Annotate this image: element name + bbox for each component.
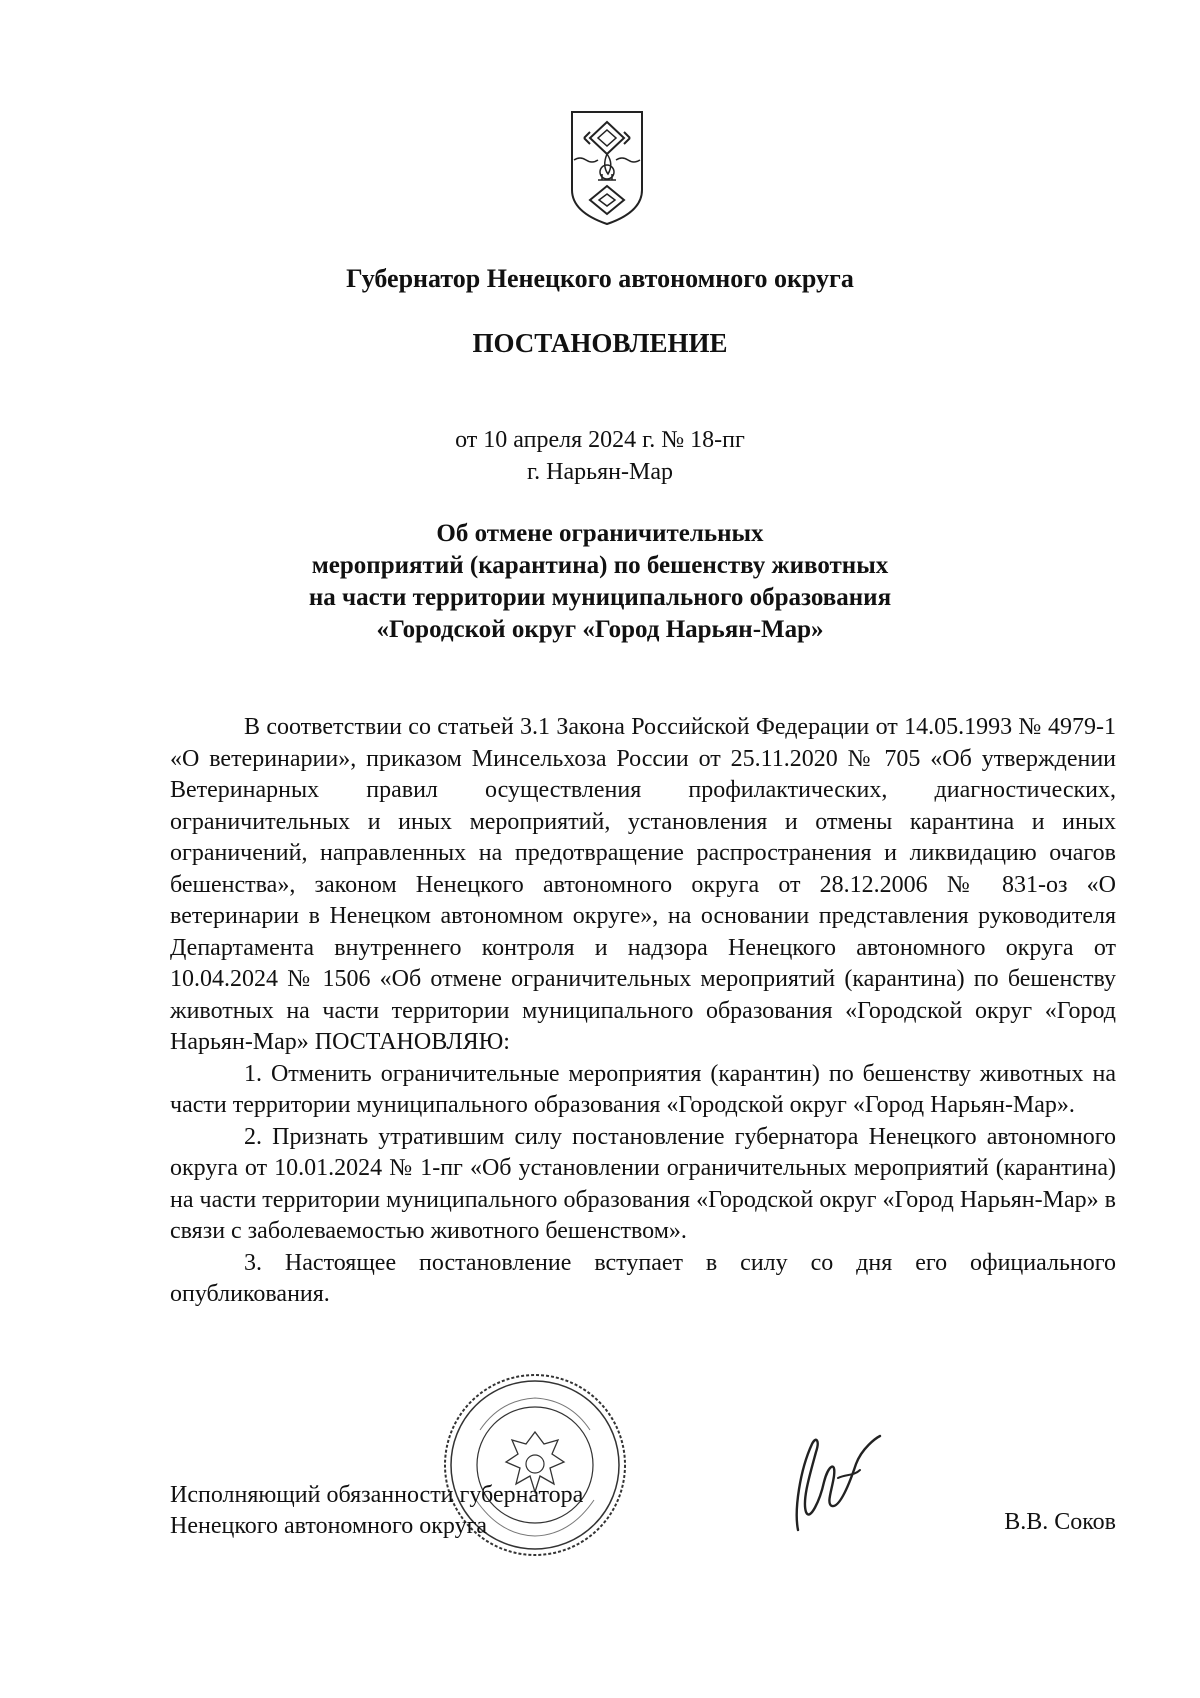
clause-item: 3. Настоящее постановление вступает в силу со дня его официального опубликования.	[170, 1249, 1116, 1307]
date-number: от 10 апреля 2024 г. № 18-пг	[455, 427, 745, 453]
clause-item: 2. Признать утратившим силу постановление губернатора Ненецкого автономного округа от 10.01.2024 № 1-пг «Об установлении ограничительных мероприятий (карантина) на части территории муниципального образования «Городской округ «Город Нарьян-Мар» в связи с заболеваемостью животного бешенством».	[170, 1123, 1116, 1244]
signatory-name: В.В. Соков	[1004, 1509, 1116, 1535]
document-type: ПОСТАНОВЛЕНИЕ	[472, 328, 728, 358]
signatory-title	[170, 1480, 583, 1542]
document-body	[170, 712, 1116, 1311]
authority-heading: Губернатор Ненецкого автономного округа	[346, 264, 854, 293]
preamble-paragraph: В соответствии со статьей 3.1 Закона Российской Федерации от 14.05.1993 № 4979-1 «О ветеринарии», приказом Минсельхоза России от 25.11.2020 № 705 «Об утверждении Ветеринарных правил осуществления профилактических, диагностических, ограничительных и иных мероприятий, установления и отмены карантина и иных ограничений, направленных на предотвращение распространения и ликвидацию очагов бешенства», законом Ненецкого автономного округа от 28.12.2006 № 831-оз «О ветеринарии в Ненецком автономном округе», на основании представления руководителя Департамента внутреннего контроля и надзора Ненецкого автономного округа от 10.04.2024 № 1506 «Об отмене ограничительных мероприятий (карантина) по бешенству животных на части территории муниципального образования «Городской округ «Город Нарьян-Мар» ПОСТАНОВЛЯЮ:	[170, 714, 1116, 1055]
title-line: Об отмене ограничительных	[436, 520, 764, 547]
title-line: на части территории муниципального образования	[308, 584, 892, 611]
signatory-title-line: Ненецкого автономного округа	[170, 1513, 488, 1539]
signature-block	[170, 1480, 1116, 1600]
title-line: мероприятий (карантина) по бешенству животных	[311, 552, 889, 579]
title-line: «Городской округ «Город Нарьян-Мар»	[376, 616, 824, 643]
city-name: г. Нарьян-Мар	[527, 459, 673, 485]
signatory-title-line: Исполняющий обязанности губернатора	[170, 1482, 584, 1508]
clause-item: 1. Отменить ограничительные мероприятия (карантин) по бешенству животных на части территории муниципального образования «Городской округ «Город Нарьян-Мар».	[170, 1060, 1116, 1118]
coat-of-arms-icon	[568, 108, 646, 228]
